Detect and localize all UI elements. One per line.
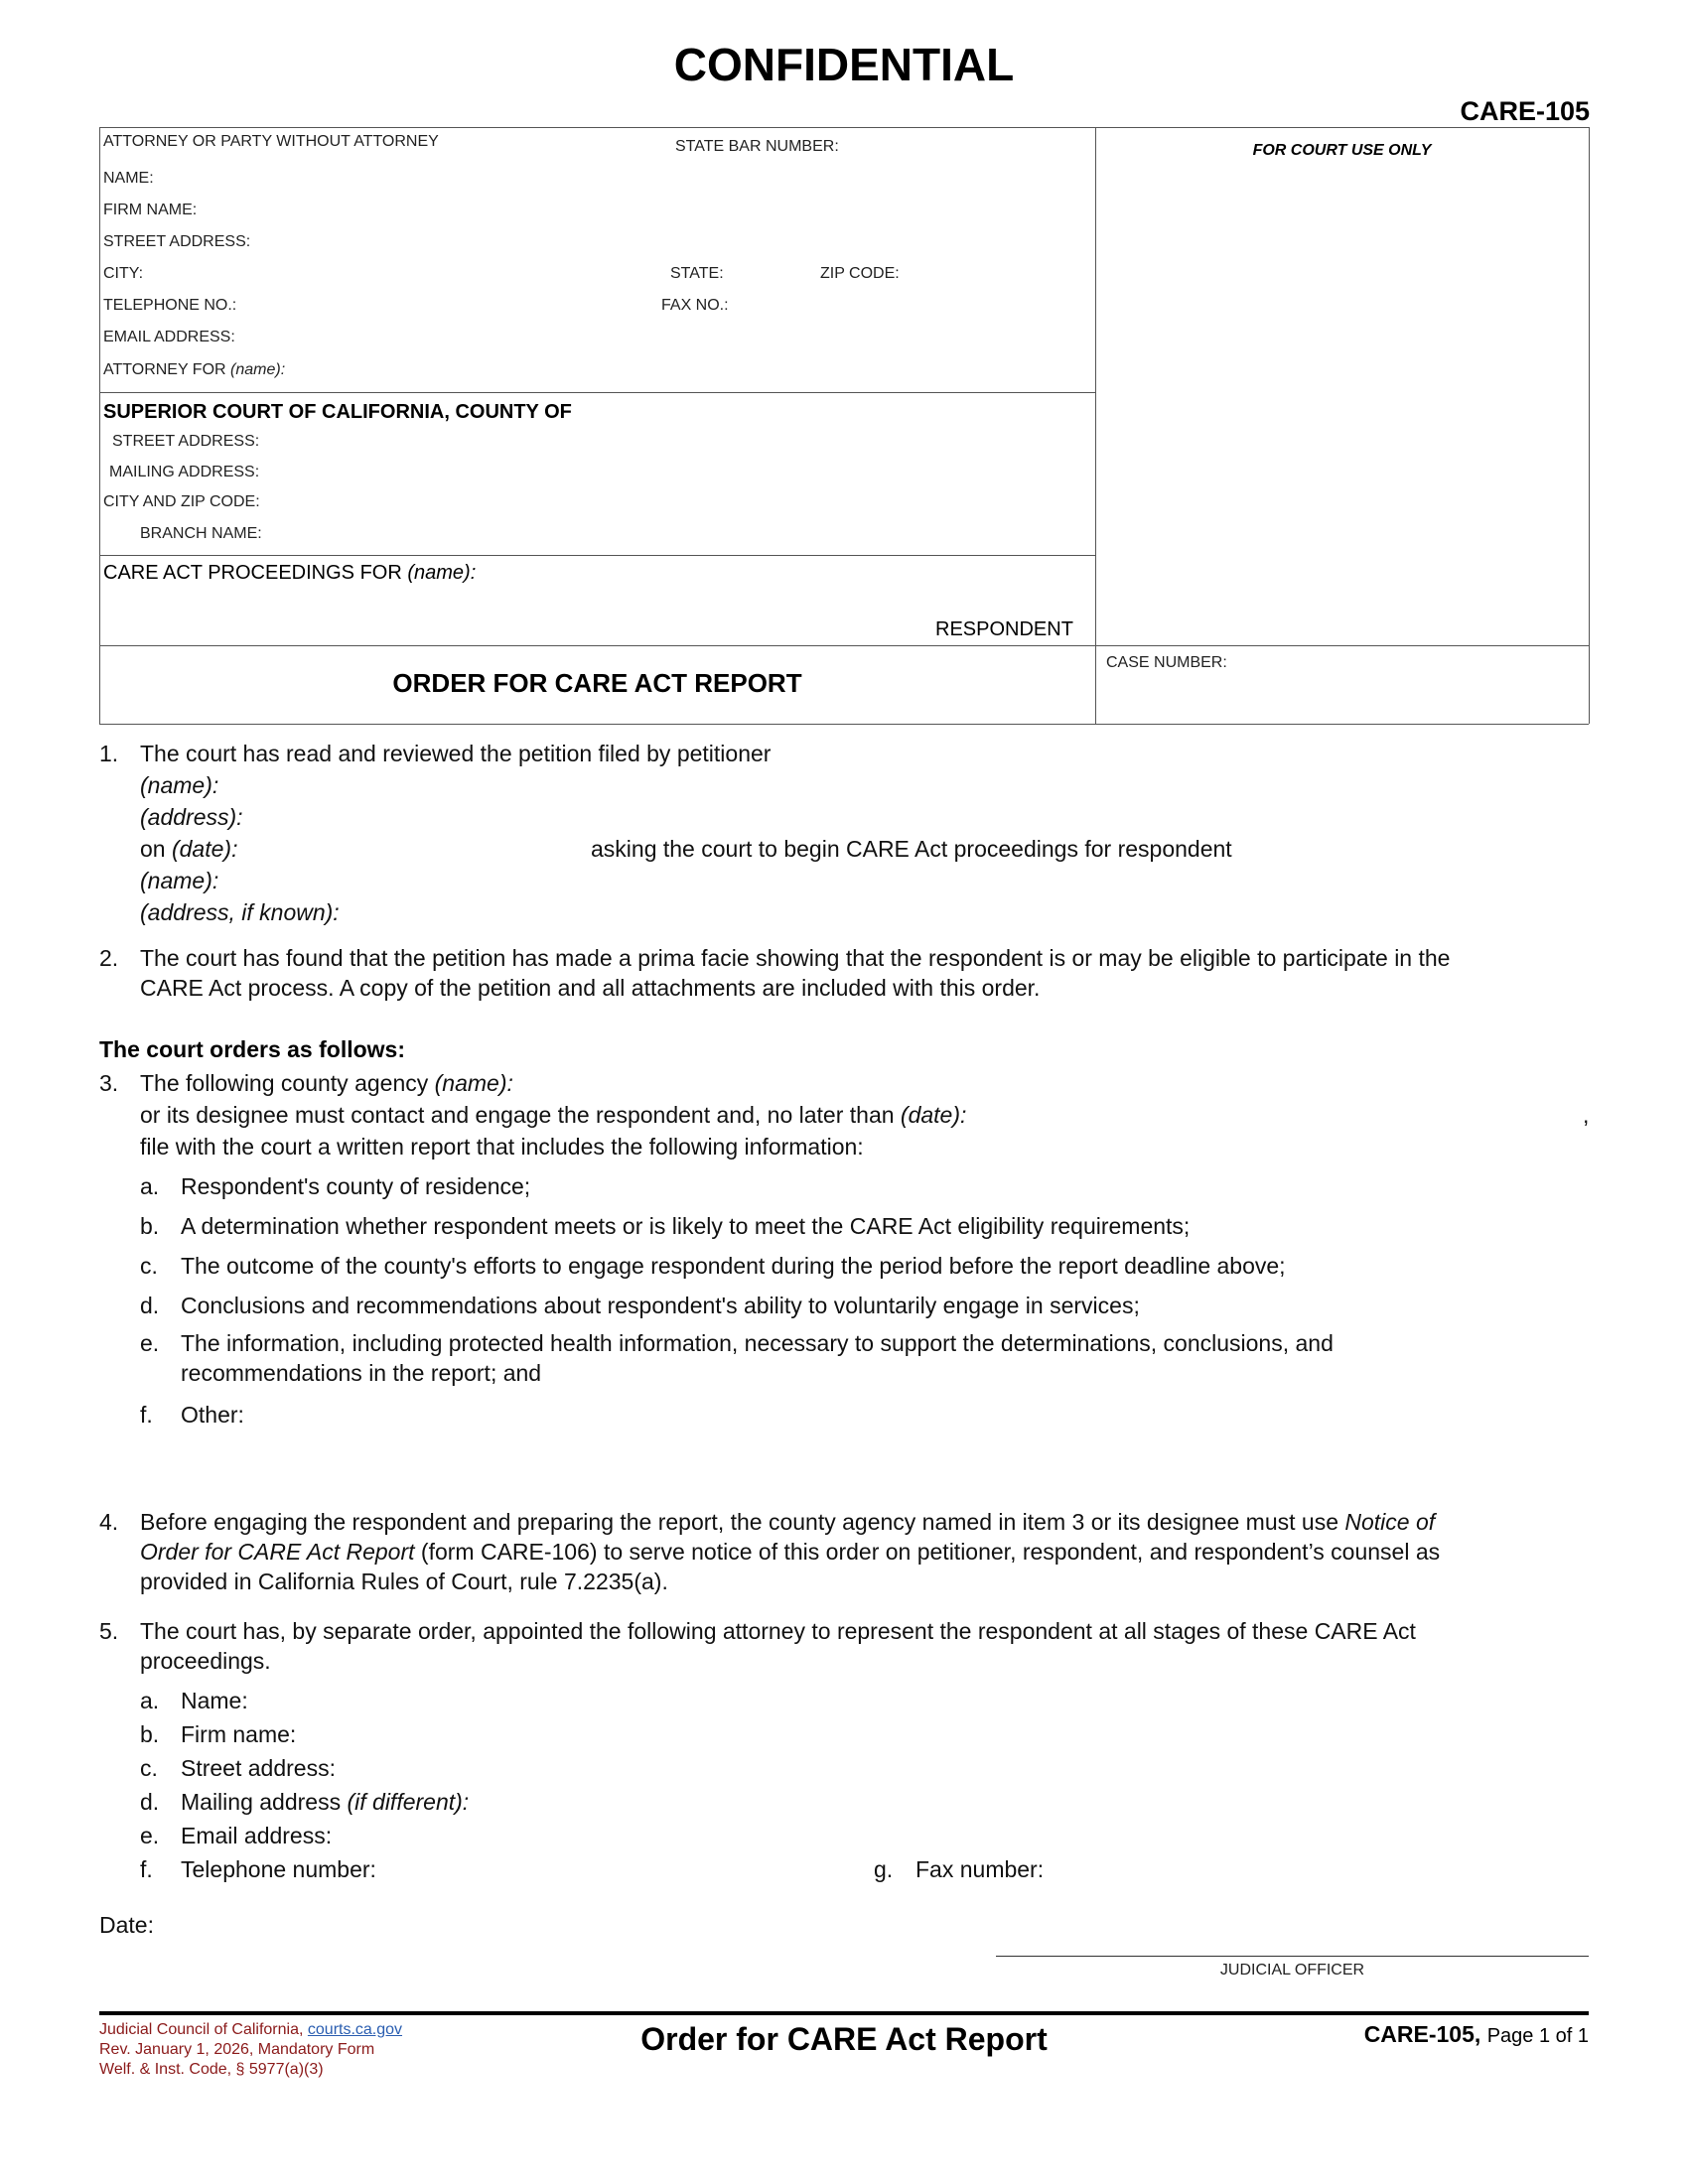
signature-line: [996, 1956, 1589, 1957]
attorney-email-label: EMAIL ADDRESS:: [103, 329, 235, 345]
courts-link[interactable]: courts.ca.gov: [307, 2021, 403, 2038]
footer-revision: Rev. January 1, 2026, Mandatory Form: [99, 2041, 375, 2058]
item3f-text: Other:: [181, 1402, 244, 1428]
attorney-for-label: ATTORNEY FOR (name):: [103, 361, 286, 378]
court-street-label: STREET ADDRESS:: [112, 433, 260, 450]
item3f-letter: f.: [140, 1402, 153, 1428]
form-title: ORDER FOR CARE ACT REPORT: [392, 668, 802, 698]
item3e-text: The information, including protected health information, necessary to support the determinations, conclusions, and: [181, 1330, 1334, 1356]
item2-line2: CARE Act process. A copy of the petition and all attachments are included with this order.: [140, 975, 1041, 1001]
item1-asking-text: asking the court to begin CARE Act proceedings for respondent: [591, 836, 1232, 862]
footer-page: CARE-105, Page 1 of 1: [1363, 2021, 1589, 2047]
attorney-street-label: STREET ADDRESS:: [103, 233, 251, 250]
item5g-letter: g.: [874, 1856, 894, 1882]
court-mailing-label: MAILING ADDRESS:: [109, 464, 260, 480]
case-number-label: CASE NUMBER:: [1106, 654, 1227, 671]
item3b-text: A determination whether respondent meets or is likely to meet the CARE Act eligibility requirements;: [181, 1213, 1191, 1239]
item2-line1: The court has found that the petition has made a prima facie showing that the respondent is or may be eligible to participate in the: [140, 945, 1451, 971]
footer-council: Judicial Council of California, courts.ca.gov: [99, 2021, 403, 2038]
item3d-text: Conclusions and recommendations about respondent's ability to voluntarily engage in services;: [181, 1293, 1140, 1318]
attorney-fax-label: FAX NO.:: [661, 297, 729, 314]
item1-respondent-name-label: (name):: [140, 868, 219, 893]
item5a-text: Name:: [181, 1688, 248, 1713]
confidential-heading: CONFIDENTIAL: [673, 39, 1015, 90]
attorney-state-label: STATE:: [670, 265, 724, 282]
footer-code: Welf. & Inst. Code, § 5977(a)(3): [99, 2061, 324, 2078]
item5e-text: Email address:: [181, 1823, 333, 1848]
item3d-letter: d.: [140, 1293, 160, 1318]
attorney-city-label: CITY:: [103, 265, 144, 282]
attorney-name-label: NAME:: [103, 170, 154, 187]
item5c-text: Street address:: [181, 1755, 336, 1781]
court-box-title: SUPERIOR COURT OF CALIFORNIA, COUNTY OF: [103, 401, 572, 423]
item5d-text: Mailing address (if different):: [181, 1789, 470, 1815]
item1-date-label: on (date):: [140, 836, 238, 862]
item4-number: 4.: [99, 1509, 119, 1535]
firm-name-label: FIRM NAME:: [103, 202, 198, 218]
item3a-letter: a.: [140, 1173, 160, 1199]
item5-number: 5.: [99, 1618, 119, 1644]
judicial-officer-label: JUDICIAL OFFICER: [1219, 1962, 1365, 1979]
item1-petitioner-address-label: (address):: [140, 804, 243, 830]
item5e-letter: e.: [140, 1823, 160, 1848]
item3b-letter: b.: [140, 1213, 160, 1239]
item5c-letter: c.: [140, 1755, 158, 1781]
item1-petitioner-name-label: (name):: [140, 772, 219, 798]
attorney-box-title: ATTORNEY OR PARTY WITHOUT ATTORNEY: [103, 133, 439, 150]
item1-respondent-address-label: (address, if known):: [140, 899, 340, 925]
item4-line3: provided in California Rules of Court, rule 7.2235(a).: [140, 1569, 668, 1594]
footer-rule: [99, 2011, 1589, 2015]
court-use-only-label: FOR COURT USE ONLY: [1252, 142, 1432, 159]
state-bar-label: STATE BAR NUMBER:: [675, 138, 839, 155]
item3c-text: The outcome of the county's efforts to engage respondent during the period before the report deadline above;: [181, 1253, 1286, 1279]
form-number: CARE-105: [1460, 96, 1590, 126]
proceedings-label: CARE ACT PROCEEDINGS FOR (name):: [103, 562, 477, 584]
item5g-text: Fax number:: [915, 1856, 1045, 1882]
item5a-letter: a.: [140, 1688, 160, 1713]
item3-agency-label: The following county agency (name):: [140, 1070, 513, 1096]
item3-deadline-text: or its designee must contact and engage the respondent and, no later than (date):: [140, 1102, 967, 1128]
item1-number: 1.: [99, 741, 119, 766]
item4-line1: Before engaging the respondent and preparing the report, the county agency named in item 3 or its designee must use Notice of: [140, 1509, 1436, 1535]
item5d-letter: d.: [140, 1789, 160, 1815]
item3a-text: Respondent's county of residence;: [181, 1173, 531, 1199]
item3-line3: file with the court a written report that includes the following information:: [140, 1134, 864, 1160]
item5b-text: Firm name:: [181, 1721, 297, 1747]
item1-text: The court has read and reviewed the petition filed by petitioner: [140, 741, 772, 766]
footer-title: Order for CARE Act Report: [640, 2021, 1048, 2057]
item4-line2: Order for CARE Act Report (form CARE-106) to serve notice of this order on petitioner, respondent, and respondent’s counsel as: [140, 1539, 1441, 1565]
item5f-text: Telephone number:: [181, 1856, 376, 1882]
item5f-letter: f.: [140, 1856, 153, 1882]
item5b-letter: b.: [140, 1721, 160, 1747]
item3e-text-continued: recommendations in the report; and: [181, 1360, 542, 1386]
item3-comma: ,: [1583, 1102, 1590, 1128]
item2-number: 2.: [99, 945, 119, 971]
orders-heading: The court orders as follows:: [99, 1036, 405, 1062]
date-label: Date:: [99, 1912, 154, 1938]
item3-number: 3.: [99, 1070, 119, 1096]
attorney-zip-label: ZIP CODE:: [820, 265, 900, 282]
item3c-letter: c.: [140, 1253, 158, 1279]
item5-line1: The court has, by separate order, appointed the following attorney to represent the respondent at all stages of these CARE Act: [140, 1618, 1416, 1644]
court-branch-label: BRANCH NAME:: [140, 525, 262, 542]
item5-line2: proceedings.: [140, 1648, 271, 1674]
attorney-phone-label: TELEPHONE NO.:: [103, 297, 237, 314]
respondent-label: RESPONDENT: [935, 618, 1073, 640]
court-city-zip-label: CITY AND ZIP CODE:: [103, 493, 260, 510]
item3e-letter: e.: [140, 1330, 160, 1356]
